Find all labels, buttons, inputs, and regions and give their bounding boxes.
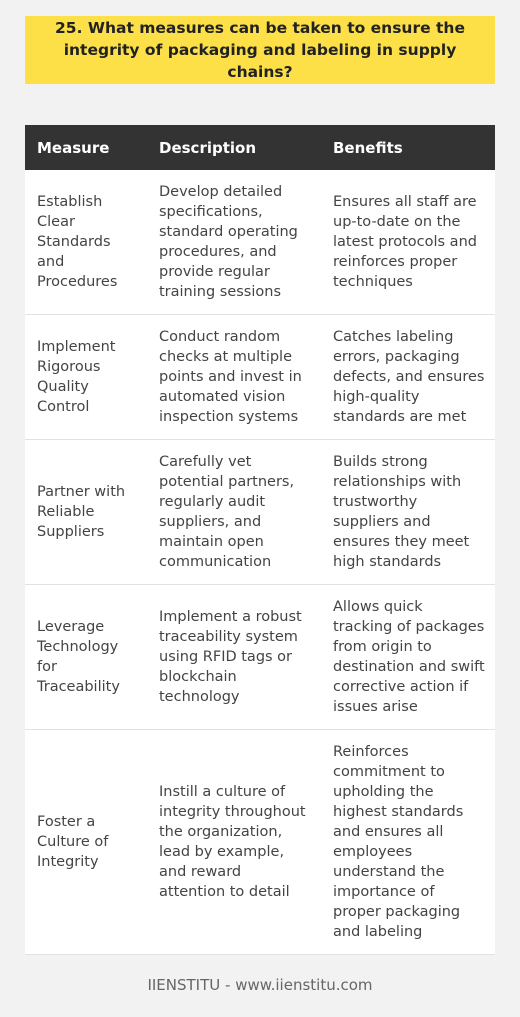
- measure-cell: Leverage Technology for Traceability: [25, 585, 147, 730]
- table-row: [25, 170, 495, 315]
- page-title: 25. What measures can be taken to ensure the integrity of packaging and labeling in supply chains?: [55, 19, 465, 81]
- table-row: [25, 315, 495, 440]
- table-row: [25, 730, 495, 955]
- benefits-cell: Reinforces commitment to upholding the highest standards and ensures all employees understand the importance of proper packaging and labeling: [321, 730, 495, 955]
- table-row: [25, 585, 495, 730]
- header-benefits: Benefits: [321, 125, 495, 170]
- measure-cell: Partner with Reliable Suppliers: [25, 440, 147, 585]
- description-cell: Conduct random checks at multiple points and invest in automated vision inspection systems: [147, 315, 321, 440]
- benefits-cell: Builds strong relationships with trustworthy suppliers and ensures they meet high standards: [321, 440, 495, 585]
- description-cell: Implement a robust traceability system using RFID tags or blockchain technology: [147, 585, 321, 730]
- measures-table: [25, 125, 495, 955]
- header-description: Description: [147, 125, 321, 170]
- measure-cell: Foster a Culture of Integrity: [25, 730, 147, 955]
- measure-cell: Implement Rigorous Quality Control: [25, 315, 147, 440]
- description-cell: Carefully vet potential partners, regularly audit suppliers, and maintain open communication: [147, 440, 321, 585]
- description-cell: Instill a culture of integrity throughout the organization, lead by example, and reward attention to detail: [147, 730, 321, 955]
- title-banner: [25, 16, 495, 84]
- benefits-cell: Catches labeling errors, packaging defects, and ensures high-quality standards are met: [321, 315, 495, 440]
- benefits-cell: Ensures all staff are up-to-date on the latest protocols and reinforces proper techniques: [321, 170, 495, 315]
- description-cell: Develop detailed specifications, standard operating procedures, and provide regular training sessions: [147, 170, 321, 315]
- benefits-cell: Allows quick tracking of packages from origin to destination and swift corrective action if issues arise: [321, 585, 495, 730]
- table-header-row: [25, 125, 495, 170]
- measure-cell: Establish Clear Standards and Procedures: [25, 170, 147, 315]
- header-measure: Measure: [25, 125, 147, 170]
- table-row: [25, 440, 495, 585]
- footer-credit: IIENSTITU - www.iienstitu.com: [147, 976, 373, 994]
